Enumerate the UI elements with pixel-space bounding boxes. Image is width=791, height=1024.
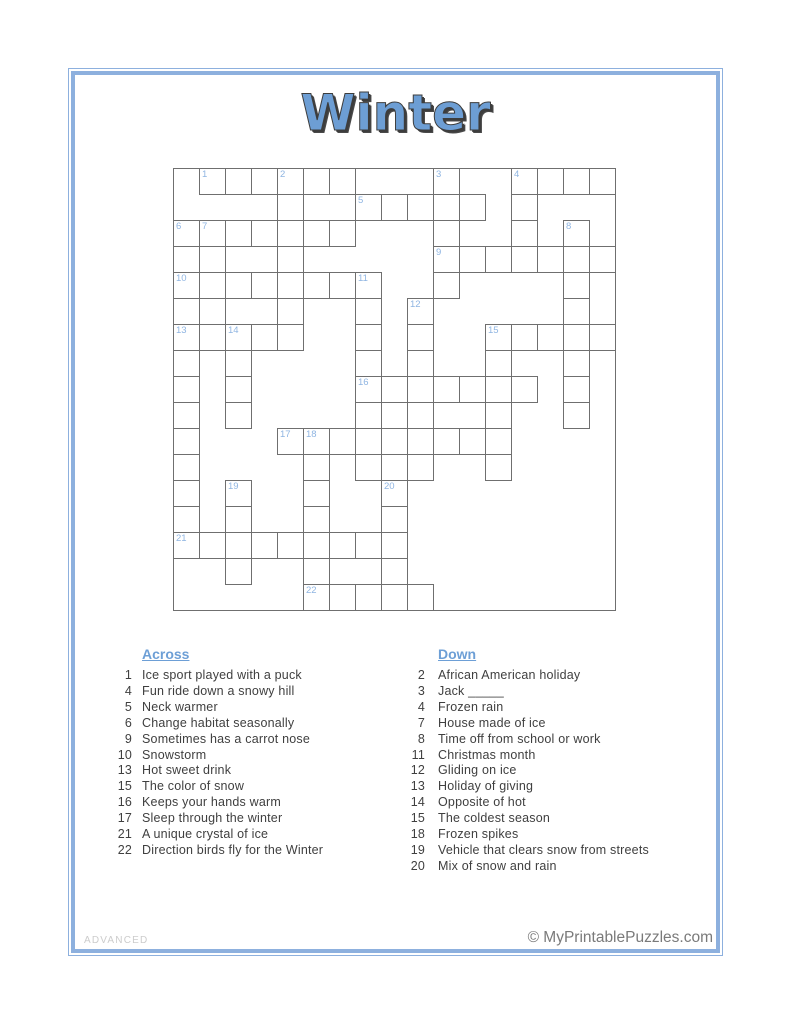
grid-cell-r11c9	[407, 454, 434, 481]
grid-cell-r6c2	[225, 324, 252, 351]
grid-cell-r14c4	[277, 532, 304, 559]
grid-cell-r9c2	[225, 402, 252, 429]
grid-cell-r6c12	[485, 324, 512, 351]
grid-cell-r2c13	[511, 220, 538, 247]
clue-text: Sometimes has a carrot nose	[142, 731, 310, 746]
cell-number-9: 9	[436, 247, 442, 258]
grid-cell-r8c11	[459, 376, 486, 403]
across-clue-list	[104, 668, 414, 859]
grid-cell-r8c12	[485, 376, 512, 403]
down-clue-7	[397, 716, 707, 732]
clue-number: 22	[117, 842, 132, 857]
grid-cell-r13c8	[381, 506, 408, 533]
down-clue-3	[397, 684, 707, 700]
down-clues-section	[397, 646, 707, 875]
difficulty-label: ADVANCED	[84, 935, 149, 946]
grid-cell-r14c5	[303, 532, 330, 559]
clue-number: 10	[117, 747, 132, 762]
grid-cell-r7c15	[563, 350, 590, 377]
cell-number-14: 14	[228, 325, 239, 336]
grid-cell-r5c9	[407, 298, 434, 325]
clue-text: Mix of snow and rain	[438, 858, 557, 873]
grid-cell-r10c4	[277, 428, 304, 455]
grid-cell-r9c9	[407, 402, 434, 429]
grid-cell-r10c12	[485, 428, 512, 455]
grid-cell-r4c1	[199, 272, 226, 299]
grid-cell-r2c3	[251, 220, 278, 247]
clue-text: House made of ice	[438, 715, 546, 730]
grid-cell-r4c15	[563, 272, 590, 299]
grid-cell-r0c3	[251, 168, 278, 195]
clue-number: 11	[411, 747, 425, 762]
clue-number: 16	[117, 795, 132, 810]
clue-text: Time off from school or work	[438, 731, 601, 746]
across-clue-16	[104, 795, 414, 811]
grid-cell-r2c4	[277, 220, 304, 247]
cell-number-17: 17	[280, 429, 291, 440]
grid-cell-r0c14	[537, 168, 564, 195]
cell-number-11: 11	[358, 273, 368, 284]
clue-number: 18	[410, 827, 425, 842]
grid-cell-r6c3	[251, 324, 278, 351]
grid-cell-r5c1	[199, 298, 226, 325]
grid-cell-r8c2	[225, 376, 252, 403]
clue-text: African American holiday	[438, 668, 581, 682]
cell-number-21: 21	[176, 533, 187, 544]
grid-cell-r0c13	[511, 168, 538, 195]
grid-cell-r6c7	[355, 324, 382, 351]
grid-cell-r6c14	[537, 324, 564, 351]
clue-text: Jack _____	[438, 683, 504, 698]
down-clue-12	[397, 763, 707, 779]
across-clue-15	[104, 779, 414, 795]
cell-number-7: 7	[202, 221, 208, 232]
grid-cell-r4c7	[355, 272, 382, 299]
grid-cell-r2c5	[303, 220, 330, 247]
grid-cell-r0c1	[199, 168, 226, 195]
clue-text: Change habitat seasonally	[142, 715, 295, 730]
grid-cell-r8c8	[381, 376, 408, 403]
across-clue-1	[104, 668, 414, 684]
clue-text: Ice sport played with a puck	[142, 668, 302, 682]
down-clue-14	[397, 795, 707, 811]
grid-cell-r8c15	[563, 376, 590, 403]
grid-cell-r12c2	[225, 480, 252, 507]
clue-number: 20	[410, 858, 425, 873]
grid-cell-r3c11	[459, 246, 486, 273]
grid-cell-r7c9	[407, 350, 434, 377]
clue-number: 7	[417, 715, 425, 730]
cell-number-18: 18	[306, 429, 317, 440]
grid-cell-r15c5	[303, 558, 330, 585]
clue-text: Fun ride down a snowy hill	[142, 683, 295, 698]
down-clue-11	[397, 748, 707, 764]
grid-cell-r16c8	[381, 584, 408, 611]
grid-cell-r6c9	[407, 324, 434, 351]
clue-number: 3	[417, 683, 425, 698]
clue-text: Frozen rain	[438, 699, 504, 714]
clue-number: 14	[410, 795, 425, 810]
grid-cell-r3c12	[485, 246, 512, 273]
grid-cell-r10c0	[173, 428, 200, 455]
grid-cell-r12c8	[381, 480, 408, 507]
grid-cell-r6c4	[277, 324, 304, 351]
grid-cell-r9c15	[563, 402, 590, 429]
clue-number: 12	[410, 763, 425, 778]
across-clue-21	[104, 827, 414, 843]
grid-cell-r8c13	[511, 376, 538, 403]
clue-number: 15	[410, 811, 425, 826]
cell-number-6: 6	[176, 221, 182, 232]
grid-cell-r9c0	[173, 402, 200, 429]
clue-text: Neck warmer	[142, 699, 218, 714]
grid-cell-r5c7	[355, 298, 382, 325]
grid-cell-r11c7	[355, 454, 382, 481]
grid-cell-r11c12	[485, 454, 512, 481]
grid-cell-r14c7	[355, 532, 382, 559]
grid-cell-r8c9	[407, 376, 434, 403]
clue-text: The coldest season	[438, 811, 550, 826]
clue-text: Sleep through the winter	[142, 811, 283, 826]
clue-number: 2	[417, 668, 425, 682]
grid-cell-r15c2	[225, 558, 252, 585]
crossword-grid	[173, 168, 616, 611]
grid-cell-r4c10	[433, 272, 460, 299]
down-clue-13	[397, 779, 707, 795]
clue-text: Keeps your hands warm	[142, 795, 281, 810]
down-clue-19	[397, 843, 707, 859]
grid-cell-r2c6	[329, 220, 356, 247]
grid-cell-r4c2	[225, 272, 252, 299]
clue-number: 15	[117, 779, 132, 794]
grid-cell-r13c2	[225, 506, 252, 533]
grid-cell-r1c9	[407, 194, 434, 221]
page-title: Winter	[300, 84, 491, 142]
cell-number-2: 2	[280, 169, 286, 180]
down-clue-4	[397, 700, 707, 716]
cell-number-1: 1	[202, 169, 208, 180]
clue-text: Frozen spikes	[438, 827, 519, 842]
grid-cell-r1c8	[381, 194, 408, 221]
grid-cell-r10c10	[433, 428, 460, 455]
clue-number: 5	[124, 699, 132, 714]
across-clue-6	[104, 716, 414, 732]
grid-cell-r6c16	[589, 324, 616, 351]
grid-cell-r1c13	[511, 194, 538, 221]
clue-text: Hot sweet drink	[142, 763, 232, 778]
grid-cell-r4c5	[303, 272, 330, 299]
grid-cell-r11c0	[173, 454, 200, 481]
grid-cell-r3c16	[589, 246, 616, 273]
down-clue-15	[397, 811, 707, 827]
cell-number-10: 10	[176, 273, 187, 284]
grid-cell-r16c9	[407, 584, 434, 611]
grid-cell-r6c15	[563, 324, 590, 351]
clue-number: 4	[124, 683, 132, 698]
cell-number-3: 3	[436, 169, 442, 180]
grid-cell-r0c6	[329, 168, 356, 195]
grid-cell-r2c10	[433, 220, 460, 247]
clue-text: Holiday of giving	[438, 779, 534, 794]
grid-cell-r3c1	[199, 246, 226, 273]
grid-cell-r1c4	[277, 194, 304, 221]
clue-number: 1	[124, 668, 132, 682]
across-clues-section	[104, 646, 414, 859]
across-clue-13	[104, 763, 414, 779]
down-clue-18	[397, 827, 707, 843]
across-clue-4	[104, 684, 414, 700]
grid-cell-r14c0	[173, 532, 200, 559]
grid-cell-r1c10	[433, 194, 460, 221]
down-clue-8	[397, 732, 707, 748]
grid-cell-r2c0	[173, 220, 200, 247]
grid-cell-r0c4	[277, 168, 304, 195]
clue-number: 8	[417, 731, 425, 746]
down-clue-20	[397, 859, 707, 875]
grid-cell-r12c5	[303, 480, 330, 507]
grid-cell-r7c7	[355, 350, 382, 377]
cell-number-19: 19	[228, 481, 239, 492]
down-header: Down	[438, 646, 477, 662]
clue-number: 19	[410, 842, 425, 857]
cell-number-8: 8	[566, 221, 572, 232]
grid-cell-r8c10	[433, 376, 460, 403]
grid-cell-r10c8	[381, 428, 408, 455]
grid-cell-r0c15	[563, 168, 590, 195]
cell-number-15: 15	[488, 325, 499, 336]
grid-cell-r0c5	[303, 168, 330, 195]
grid-cell-r0c10	[433, 168, 460, 195]
across-clue-9	[104, 732, 414, 748]
cell-number-12: 12	[410, 299, 421, 310]
grid-cell-r3c10	[433, 246, 460, 273]
across-header: Across	[142, 646, 190, 662]
across-clue-17	[104, 811, 414, 827]
cell-number-20: 20	[384, 481, 395, 492]
clue-number: 6	[124, 715, 132, 730]
clue-text: The color of snow	[142, 779, 245, 794]
copyright-text: © MyPrintablePuzzles.com	[527, 929, 713, 946]
grid-cell-r16c7	[355, 584, 382, 611]
cell-number-16: 16	[358, 377, 369, 388]
grid-cell-r7c2	[225, 350, 252, 377]
grid-cell-r16c5	[303, 584, 330, 611]
grid-cell-r3c14	[537, 246, 564, 273]
grid-cell-r8c7	[355, 376, 382, 403]
grid-cell-r4c0	[173, 272, 200, 299]
grid-cell-r14c8	[381, 532, 408, 559]
grid-cell-r9c12	[485, 402, 512, 429]
grid-cell-r3c15	[563, 246, 590, 273]
cell-number-22: 22	[306, 585, 317, 596]
grid-cell-r14c6	[329, 532, 356, 559]
clue-number: 17	[117, 811, 132, 826]
grid-cell-r2c1	[199, 220, 226, 247]
grid-cell-r10c5	[303, 428, 330, 455]
grid-cell-r6c1	[199, 324, 226, 351]
clue-number: 4	[417, 699, 425, 714]
grid-cell-r3c13	[511, 246, 538, 273]
cell-number-5: 5	[358, 195, 364, 206]
grid-cell-r3c4	[277, 246, 304, 273]
grid-cell-r7c12	[485, 350, 512, 377]
across-clue-5	[104, 700, 414, 716]
grid-cell-r10c6	[329, 428, 356, 455]
grid-cell-r8c0	[173, 376, 200, 403]
clue-text: Christmas month	[438, 747, 536, 762]
grid-cell-r5c15	[563, 298, 590, 325]
grid-cell-r1c7	[355, 194, 382, 221]
grid-cell-r10c9	[407, 428, 434, 455]
grid-cell-r1c11	[459, 194, 486, 221]
grid-cell-r13c5	[303, 506, 330, 533]
grid-cell-r10c7	[355, 428, 382, 455]
across-clue-22	[104, 843, 414, 859]
grid-cell-r12c0	[173, 480, 200, 507]
clue-text: Opposite of hot	[438, 795, 526, 810]
down-clue-list	[397, 668, 707, 875]
grid-cell-r4c6	[329, 272, 356, 299]
grid-cell-r11c5	[303, 454, 330, 481]
grid-cell-r7c0	[173, 350, 200, 377]
grid-cell-r10c11	[459, 428, 486, 455]
grid-cell-r0c16	[589, 168, 616, 195]
grid-cell-r15c8	[381, 558, 408, 585]
grid-cell-r14c3	[251, 532, 278, 559]
across-clue-10	[104, 748, 414, 764]
clue-number: 9	[124, 731, 132, 746]
grid-cell-r16c6	[329, 584, 356, 611]
grid-cell-r2c2	[225, 220, 252, 247]
grid-cell-r0c2	[225, 168, 252, 195]
down-clue-2	[397, 668, 707, 684]
cell-number-13: 13	[176, 325, 187, 336]
grid-cell-r5c4	[277, 298, 304, 325]
clue-text: Snowstorm	[142, 747, 207, 762]
clue-text: Vehicle that clears snow from streets	[438, 842, 649, 857]
grid-cell-r4c4	[277, 272, 304, 299]
grid-cell-r6c13	[511, 324, 538, 351]
clue-number: 13	[117, 763, 132, 778]
grid-cell-r4c3	[251, 272, 278, 299]
cell-number-4: 4	[514, 169, 520, 180]
grid-cell-r2c15	[563, 220, 590, 247]
grid-cell-r14c1	[199, 532, 226, 559]
clue-text: Direction birds fly for the Winter	[142, 842, 324, 857]
clue-text: A unique crystal of ice	[142, 827, 269, 842]
grid-cell-r9c7	[355, 402, 382, 429]
grid-cell-r13c0	[173, 506, 200, 533]
clue-number: 13	[410, 779, 425, 794]
clue-text: Gliding on ice	[438, 763, 517, 778]
clue-number: 21	[117, 827, 132, 842]
grid-cell-r14c2	[225, 532, 252, 559]
grid-cell-r6c0	[173, 324, 200, 351]
